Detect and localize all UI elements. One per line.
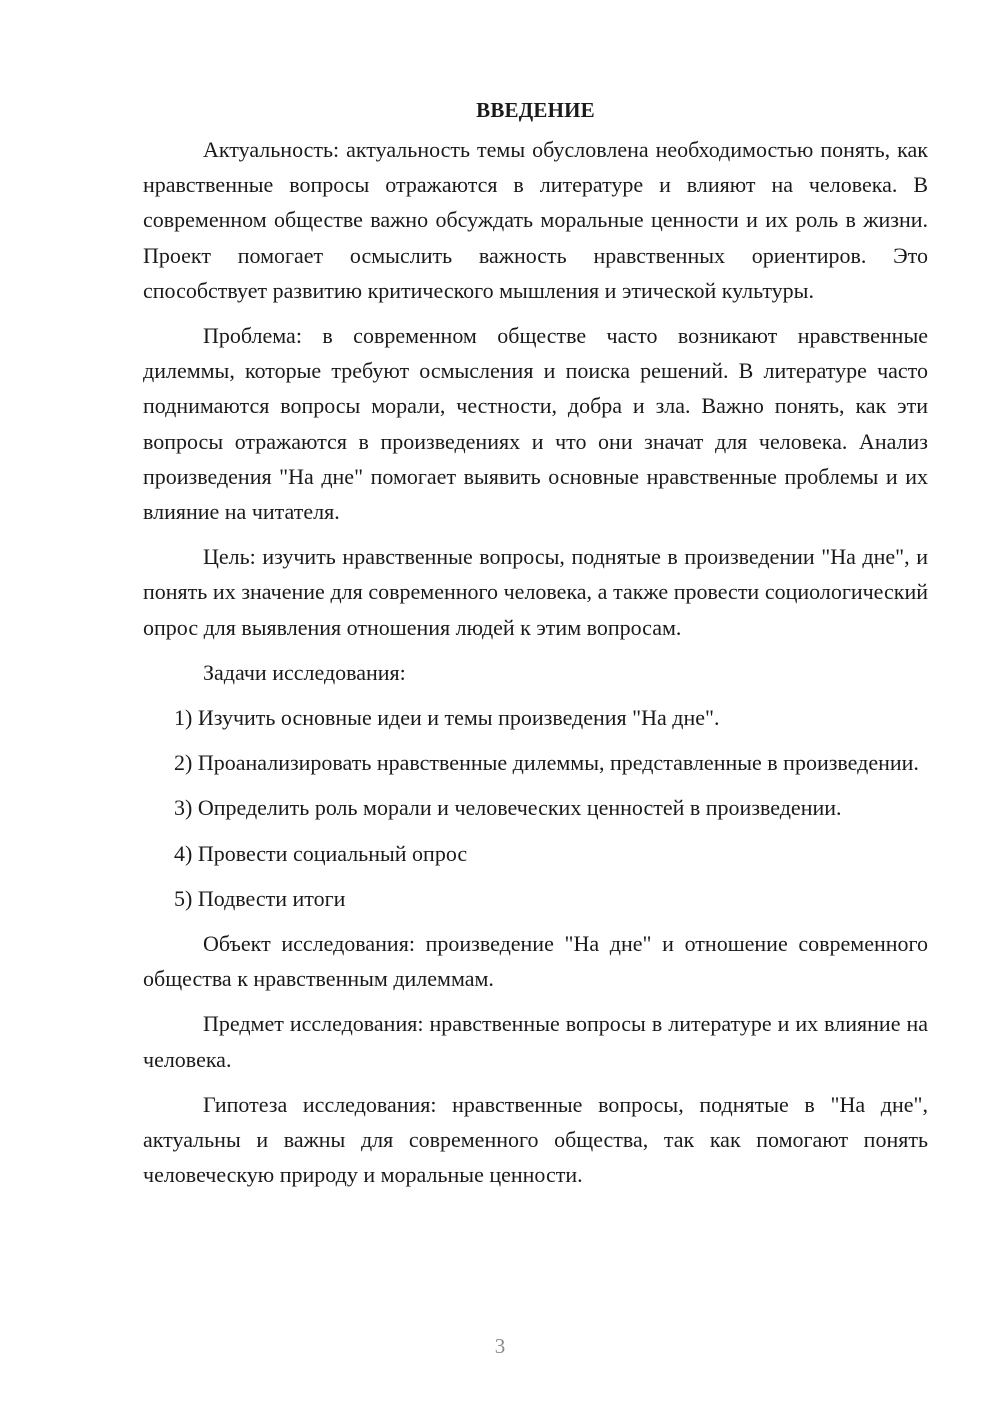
document-page bbox=[143, 93, 928, 1192]
goal-paragraph: Цель: изучить нравственные вопросы, поднятые в произведении "На дне", и понять их значение для современного человека, а также провести социологический опрос для выявления отношения людей к этим вопросам. bbox=[143, 544, 928, 640]
relevance-paragraph: Актуальность: актуальность темы обусловлена необходимостью понять, как нравственные вопросы отражаются в литературе и влияют на человека. В современном обществе важно обсуждать моральные ценности и их роль в жизни. Проект помогает осмыслить важность нравственных ориентиров. Это способствует развитию критического мышления и этической культуры. bbox=[143, 137, 928, 303]
section-heading: ВВЕДЕНИЕ bbox=[476, 98, 595, 122]
task-item-2: 2) Проанализировать нравственные дилеммы, представленные в произведении. bbox=[174, 750, 919, 776]
object-paragraph: Объект исследования: произведение "На дне" и отношение современного общества к нравственным дилеммам. bbox=[143, 931, 928, 992]
task-item-5: 5) Подвести итоги bbox=[174, 885, 346, 911]
hypothesis-paragraph: Гипотеза исследования: нравственные вопросы, поднятые в "На дне", актуальны и важны для современного общества, так как помогают понять человеческую природу и моральные ценности. bbox=[143, 1091, 928, 1188]
task-item-1: 1) Изучить основные идеи и темы произведения "На дне". bbox=[174, 705, 720, 731]
page-number: 3 bbox=[494, 1334, 506, 1358]
problem-paragraph: Проблема: в современном обществе часто возникают нравственные дилеммы, которые требуют осмысления и поиска решений. В литературе часто поднимаются вопросы морали, честности, добра и зла. Важно понять, как эти вопросы отражаются в произведениях и что они значат для человека. Анализ произведения "На дне" помогает выявить основные нравственные проблемы и их влияние на читателя. bbox=[143, 323, 928, 525]
task-item-3: 3) Определить роль морали и человеческих ценностей в произведении. bbox=[174, 795, 842, 821]
subject-paragraph: Предмет исследования: нравственные вопросы в литературе и их влияние на человека. bbox=[143, 1011, 928, 1072]
task-item-4: 4) Провести социальный опрос bbox=[174, 840, 468, 866]
tasks-title: Задачи исследования: bbox=[203, 659, 406, 685]
